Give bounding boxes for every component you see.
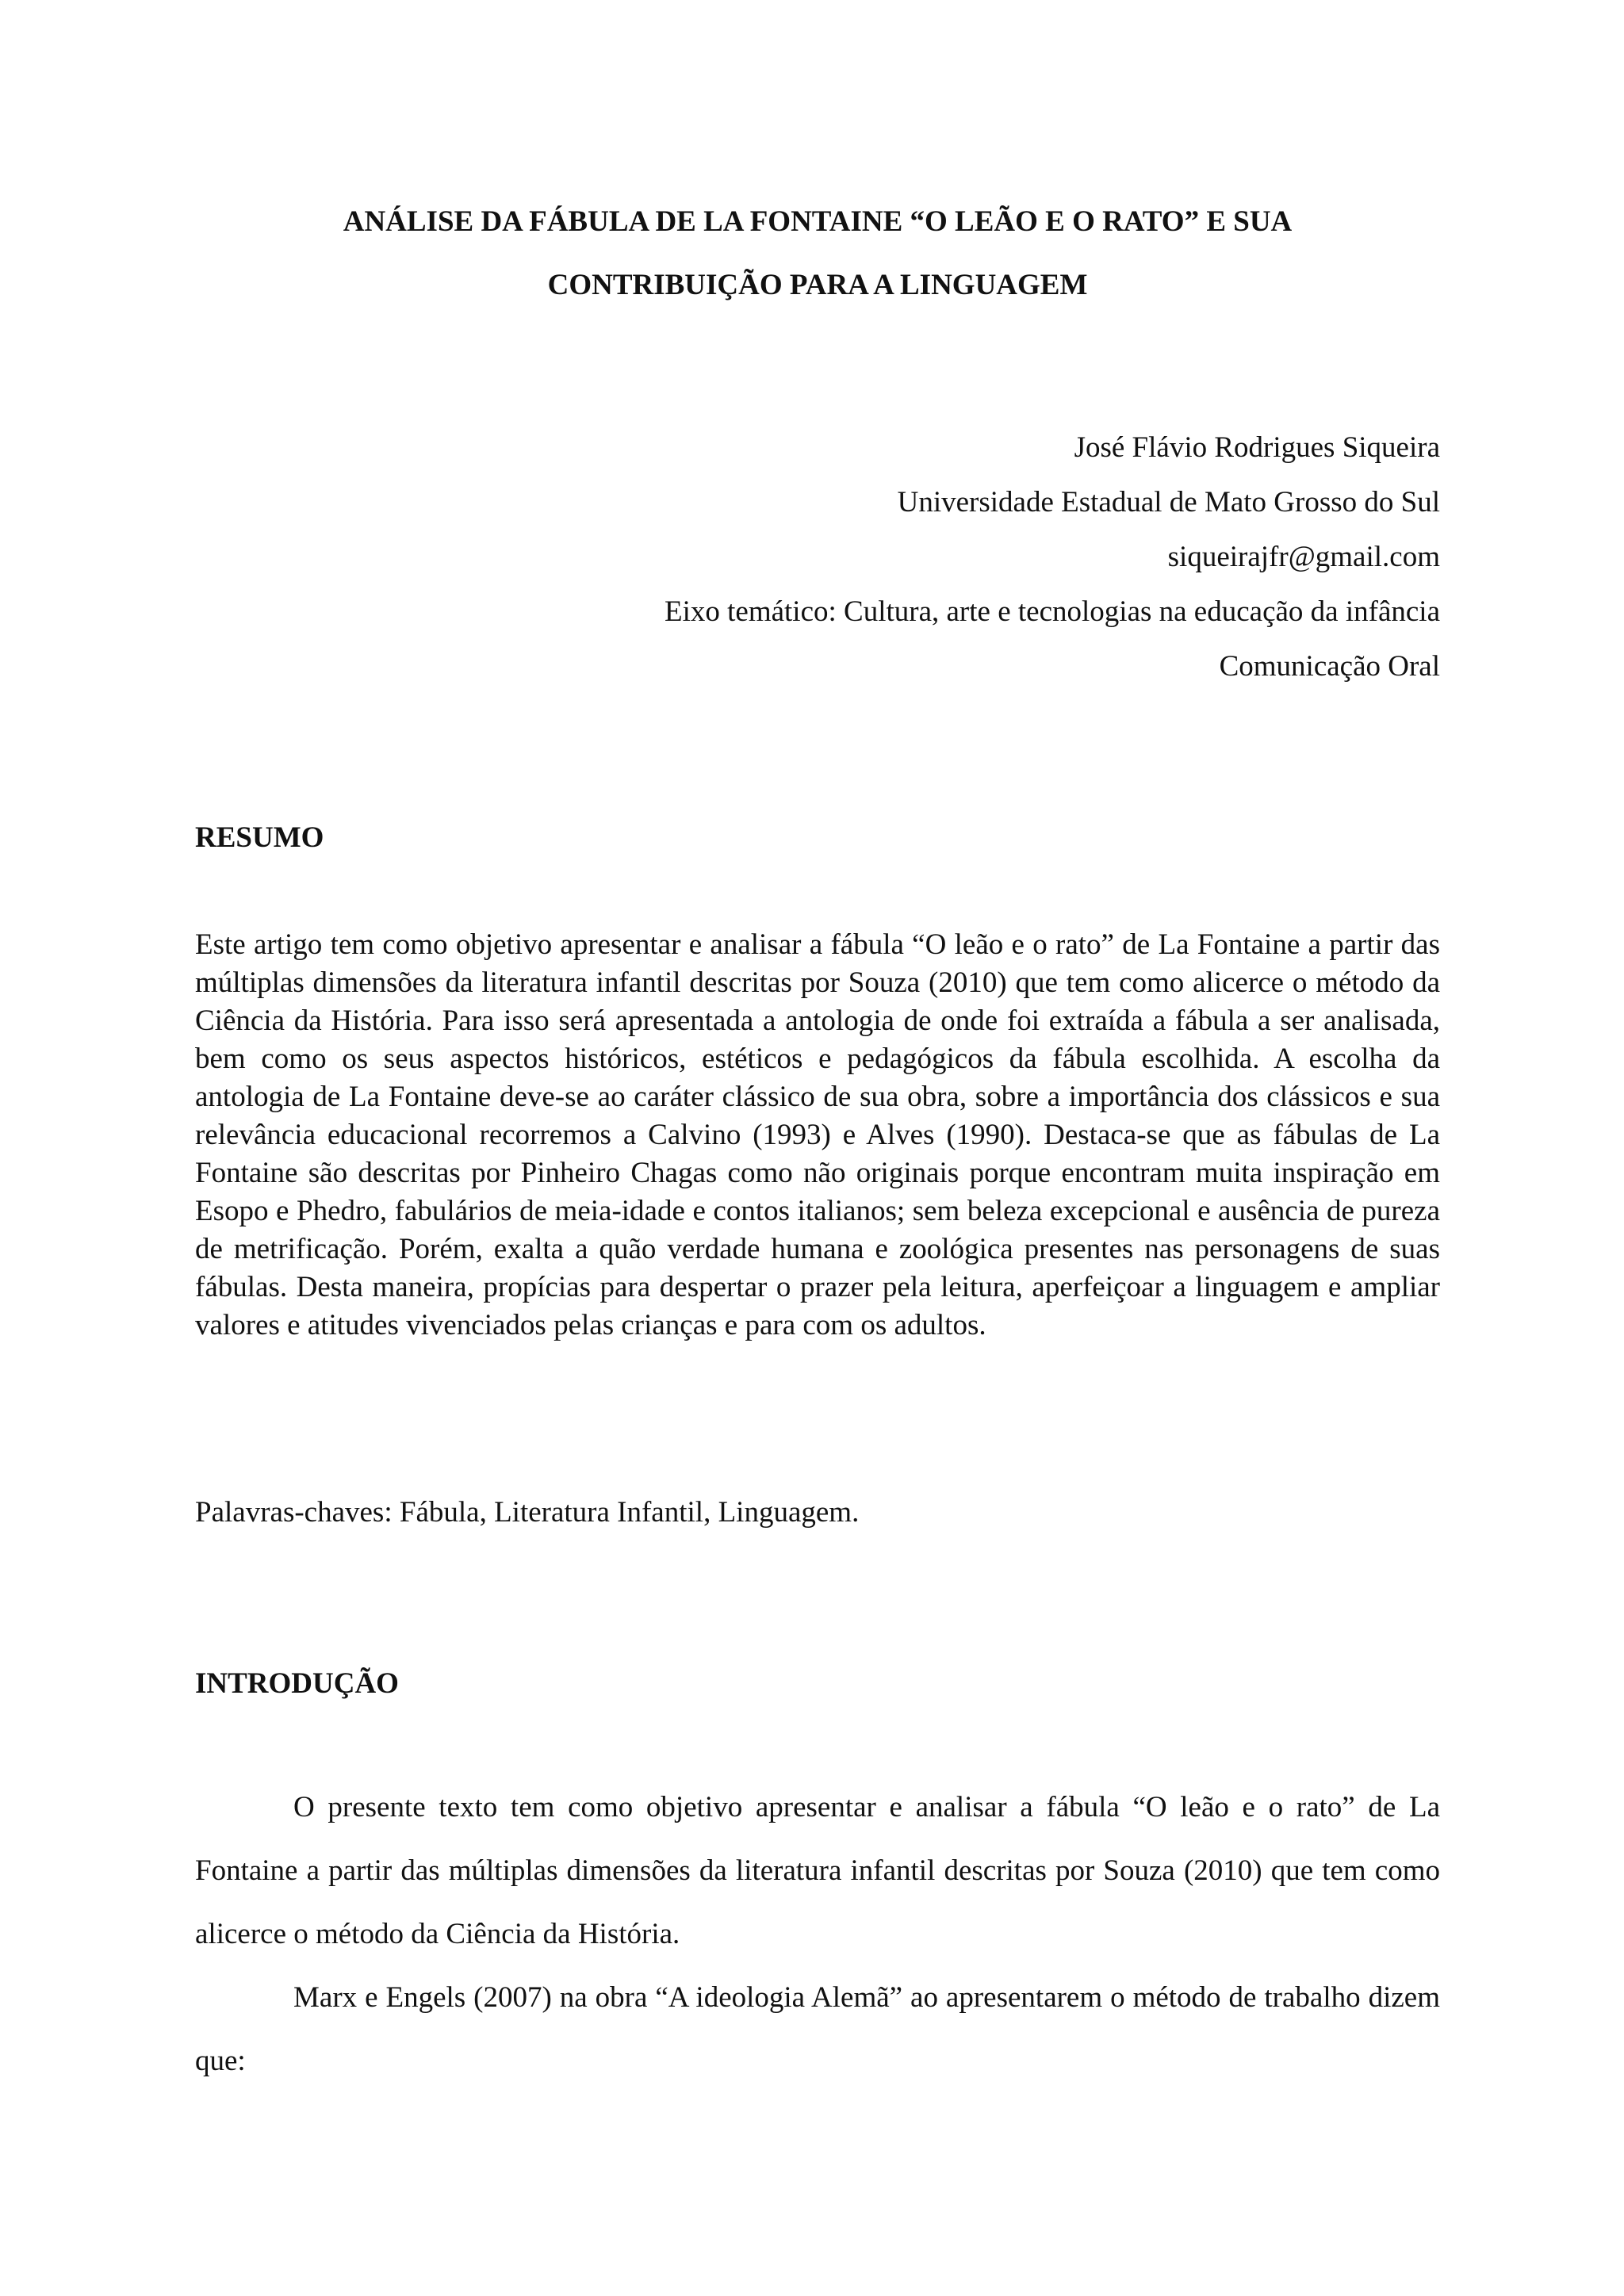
title-line-1: ANÁLISE DA FÁBULA DE LA FONTAINE “O LEÃO E O RATO” E SUA — [343, 205, 1293, 238]
author-email: siqueirajfr@gmail.com — [1167, 541, 1440, 573]
presentation-type: Comunicação Oral — [1219, 650, 1440, 683]
document-title — [195, 190, 1440, 317]
introduction-paragraph-2: Marx e Engels (2007) na obra “A ideologia Alemã” ao apresentarem o método de trabalho dizem que: — [195, 1981, 1440, 2077]
author-institution: Universidade Estadual de Mato Grosso do Sul — [897, 486, 1440, 519]
author-block — [251, 420, 1440, 694]
introduction-heading: INTRODUÇÃO — [195, 1667, 399, 1700]
abstract-text: Este artigo tem como objetivo apresentar e analisar a fábula “O leão e o rato” de La Fontaine a partir das múltiplas dimensões da literatura infantil descritas por Souza (2010) que tem como alicerce o método da Ciência da História. Para isso será apresentada a antologia de onde foi extraída a fábula a ser analisada, bem como os seus aspectos históricos, estéticos e pedagógicos da fábula escolhida. A escolha da antologia de La Fontaine deve-se ao caráter clássico de sua obra, sobre a importância dos clássicos e sua relevância educacional recorremos a Calvino (1993) e Alves (1990). Destaca-se que as fábulas de La Fontaine são descritas por Pinheiro Chagas como não originais porque encontram muita inspiração em Esopo e Phedro, fabulários de meia-idade e contos italianos; sem beleza excepcional e ausência de pureza de metrificação. Porém, exalta a quão verdade humana e zoológica presentes nas personagens de suas fábulas. Desta maneira, propícias para despertar o prazer pela leitura, aperfeiçoar a linguagem e ampliar valores e atitudes vivenciados pelas crianças e para com os adultos. — [195, 928, 1440, 1341]
title-line-2: CONTRIBUIÇÃO PARA A LINGUAGEM — [547, 269, 1088, 301]
thematic-axis: Eixo temático: Cultura, arte e tecnologias na educação da infância — [664, 595, 1440, 628]
introduction-paragraph-1: O presente texto tem como objetivo apresentar e analisar a fábula “O leão e o rato” de La Fontaine a partir das múltiplas dimensões da literatura infantil descritas por Souza (2010) que tem como alicerce o método da Ciência da História. — [195, 1791, 1440, 1950]
abstract-heading: RESUMO — [195, 821, 324, 854]
author-name: José Flávio Rodrigues Siqueira — [1074, 431, 1440, 464]
keywords: Palavras-chaves: Fábula, Literatura Infantil, Linguagem. — [195, 1496, 860, 1529]
